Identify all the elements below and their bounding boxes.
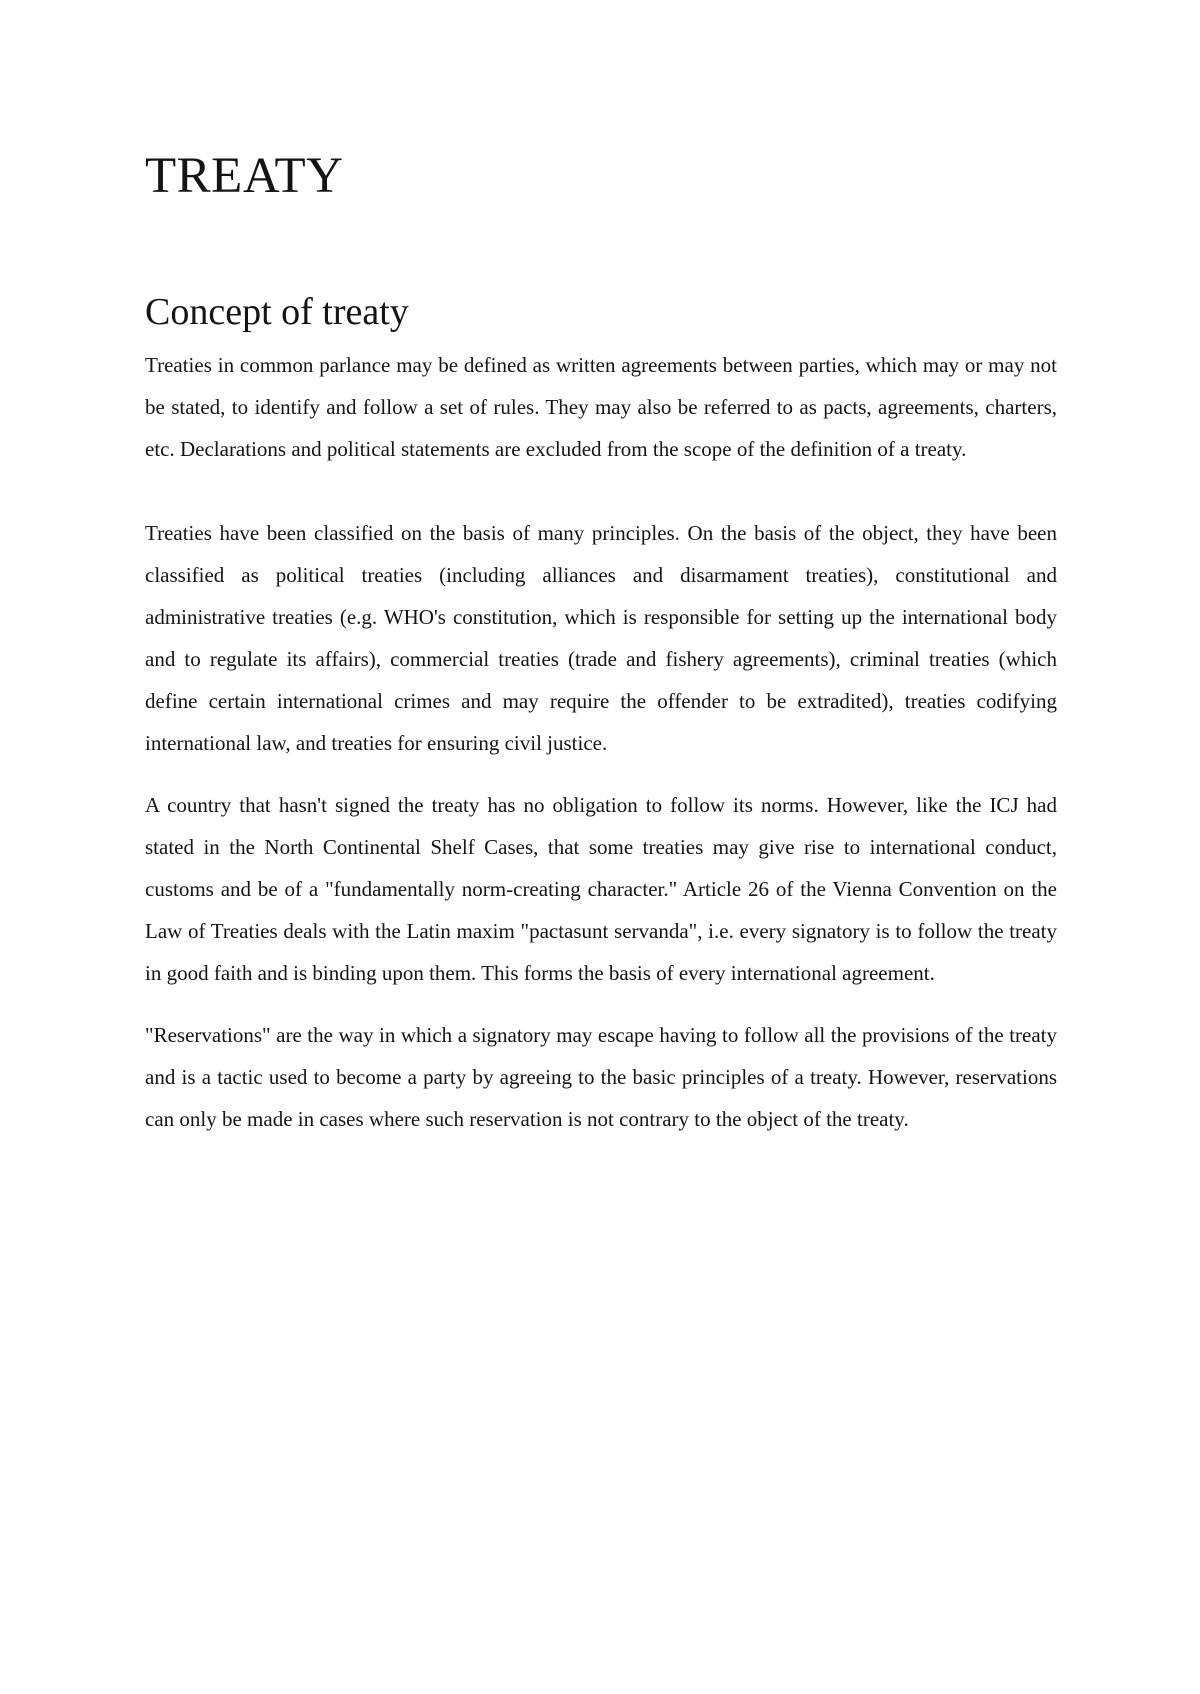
paragraph-definition: Treaties in common parlance may be defined as written agreements between parties, which may or may not be stated, to identify and follow a set of rules. They may also be referred to as pacts, agreements, charters, etc. Declarations and political statements are excluded from the scope of the definition of a treaty.	[145, 353, 1057, 461]
paragraph-reservations: "Reservations" are the way in which a signatory may escape having to follow all the provisions of the treaty and is a tactic used to become a party by agreeing to the basic principles of a treaty. However, reservations can only be made in cases where such reservation is not contrary to the object of the treaty.	[145, 1023, 1057, 1131]
section-heading: Concept of treaty	[145, 291, 409, 333]
document-title: TREATY	[145, 148, 344, 204]
paragraph-obligation: A country that hasn't signed the treaty has no obligation to follow its norms. However, like the ICJ had stated in the North Continental Shelf Cases, that some treaties may give rise to international conduct, customs and be of a "fundamentally norm-creating character." Article 26 of the Vienna Convention on the Law of Treaties deals with the Latin maxim "pactasunt servanda", i.e. every signatory is to follow the treaty in good faith and is binding upon them. This forms the basis of every international agreement.	[145, 793, 1057, 985]
paragraph-classification: Treaties have been classified on the basis of many principles. On the basis of the object, they have been classified as political treaties (including alliances and disarmament treaties), constitutional and administrative treaties (e.g. WHO's constitution, which is responsible for setting up the international body and to regulate its affairs), commercial treaties (trade and fishery agreements), criminal treaties (which define certain international crimes and may require the offender to be extradited), treaties codifying international law, and treaties for ensuring civil justice.	[145, 521, 1057, 755]
document-body	[145, 138, 1057, 1140]
